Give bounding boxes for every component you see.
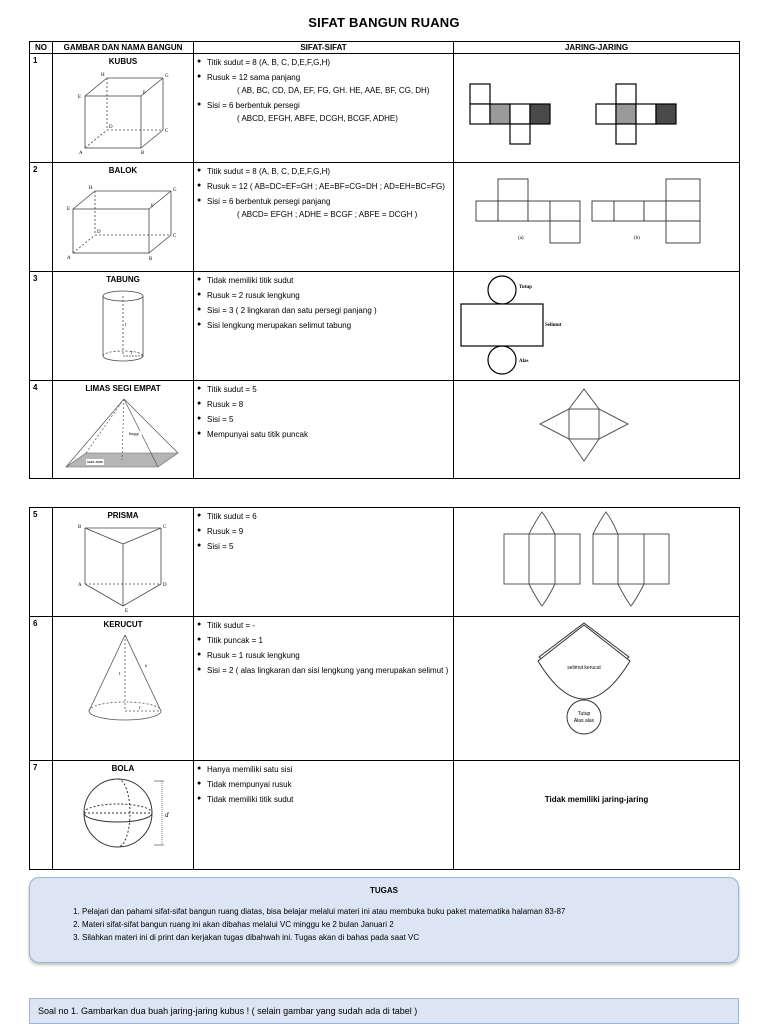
property-item: ● Sisi = 3 ( 2 lingkaran dan satu persegi panjang ) — [197, 306, 450, 316]
cube-label-c: C — [165, 129, 169, 134]
property-item: ● Titik sudut = 6 — [197, 512, 450, 522]
properties-table-2 — [29, 507, 740, 870]
row-number: 6 — [30, 617, 53, 761]
prism-label-e: E — [125, 609, 129, 612]
table-row-bola — [30, 761, 740, 870]
shape-cell — [53, 617, 194, 761]
property-item: ● Sisi = 2 ( alas lingkaran dan sisi lengkung yang merupakan selimut ) — [197, 666, 450, 676]
net-cell — [454, 54, 740, 163]
prism-label-b: B — [78, 525, 82, 530]
table-row-balok — [30, 163, 740, 272]
property-item: ● Sisi = 6 berbentuk persegi panjang ( ABCD= EFGH ; ADHE = BCGF ; ABFE = DCGH ) — [197, 197, 450, 220]
pyramid-figure — [58, 395, 188, 475]
property-item: ● Sisi = 5 — [197, 542, 450, 552]
property-item: ● Titik sudut = - — [197, 621, 450, 631]
shape-cell — [53, 508, 194, 617]
cone-label-r: r — [139, 706, 141, 711]
cone-label-t: t — [119, 672, 121, 677]
cone-net — [458, 619, 736, 755]
shape-name: LIMAS SEGI EMPAT — [85, 384, 161, 393]
table-row-prisma — [30, 508, 740, 617]
row-number: 2 — [30, 163, 53, 272]
property-item: ● Rusuk = 1 rusuk lengkung — [197, 651, 450, 661]
cuboid-label-e: E — [67, 207, 71, 212]
shape-cell — [53, 272, 194, 381]
cuboid-label-h: H — [89, 186, 93, 191]
property-item: ● Rusuk = 12 sama panjang ( AB, BC, CD, DA, EF, FG, GH. HE, AAE, BF, CG, DH) — [197, 73, 450, 96]
properties-cell — [194, 617, 454, 761]
sphere-figure — [68, 775, 178, 851]
property-item: ● Titik puncak = 1 — [197, 636, 450, 646]
cone-net-circle-label-2: Alas alas — [573, 718, 594, 724]
cylinder-label-r: r — [131, 351, 133, 356]
shape-cell — [53, 381, 194, 479]
net-cell — [454, 508, 740, 617]
pyramid-label-height: tinggi — [129, 431, 139, 436]
table-header-row — [30, 42, 740, 54]
prism-label-c: C — [163, 525, 167, 530]
property-item: ● Tidak mempunyai rusuk — [197, 780, 450, 790]
row-number: 1 — [30, 54, 53, 163]
cone-label-s: s — [145, 664, 147, 669]
tugas-item: 3. Silahkan materi ini di print dan kerjakan tugas dibahwah ini. Tugas akan di bahas pada saat VC — [82, 933, 738, 942]
table-row-kubus — [30, 54, 740, 163]
net-cell — [454, 163, 740, 272]
property-item: ● Titik sudut = 8 (A, B, C, D,E,F,G,H) — [197, 167, 450, 177]
soal-box: Soal no 1. Gambarkan dua buah jaring-jaring kubus ! ( selain gambar yang sudah ada di tabel ) — [29, 998, 739, 1024]
cube-figure — [73, 68, 173, 156]
tugas-title: TUGAS — [370, 886, 398, 895]
prism-nets — [458, 510, 736, 610]
cylinder-net-base-label: Alas — [519, 359, 529, 364]
pyramid-label-base: luas alas — [87, 459, 103, 464]
property-item: ● Rusuk = 2 rusuk lengkung — [197, 291, 450, 301]
properties-cell — [194, 54, 454, 163]
prism-figure — [73, 522, 173, 612]
header-shape: GAMBAR DAN NAMA BANGUN — [53, 42, 194, 54]
tugas-item: 1. Pelajari dan pahami sifat-sifat bangun ruang diatas, bisa belajar melalui materi ini atau membuka buku paket matematika halaman 83-87 — [82, 907, 738, 916]
cube-label-a: A — [79, 151, 83, 156]
tugas-item: 2. Materi sifat-sifat bangun ruang ini akan dibahas melalui VC minggu ke 2 bulan Januari 2 — [82, 920, 738, 929]
cuboid-label-f: F — [151, 204, 154, 209]
cylinder-figure — [93, 286, 153, 371]
cube-label-f: F — [143, 91, 146, 96]
shape-name: PRISMA — [107, 511, 139, 520]
cuboid-label-b: B — [149, 257, 153, 262]
cuboid-label-g: G — [173, 188, 177, 193]
properties-cell — [194, 761, 454, 870]
header-no: NO — [30, 42, 53, 54]
cylinder-label-t: t — [125, 323, 127, 328]
property-item: ● Rusuk = 12 ( AB=DC=EF=GH ; AE=BF=CG=DH ; AD=EH=BC=FG) — [197, 182, 450, 192]
cube-label-g: G — [165, 74, 169, 79]
sphere-label-d: d — [165, 811, 169, 819]
page-title: SIFAT BANGUN RUANG — [308, 15, 460, 30]
property-item: ● Titik sudut = 5 — [197, 385, 450, 395]
row-number: 7 — [30, 761, 53, 870]
prism-label-a: A — [78, 583, 82, 588]
shape-name: BALOK — [108, 166, 138, 175]
properties-cell — [194, 272, 454, 381]
cuboid-net-label-b: (b) — [633, 236, 640, 241]
properties-cell — [194, 381, 454, 479]
net-cell — [454, 381, 740, 479]
cube-label-b: B — [141, 151, 145, 156]
cuboid-label-d: D — [97, 230, 101, 235]
cube-label-h: H — [101, 73, 105, 78]
property-item: ● Rusuk = 9 — [197, 527, 450, 537]
cylinder-net — [457, 274, 735, 378]
shape-cell — [53, 761, 194, 870]
cone-net-sector-label: selimut kerucut — [566, 665, 601, 671]
shape-name: KERUCUT — [103, 620, 143, 629]
shape-cell — [53, 163, 194, 272]
cuboid-label-c: C — [173, 234, 177, 239]
property-item: ● Tidak memiliki titik sudut — [197, 795, 450, 805]
property-item: ● Rusuk = 8 — [197, 400, 450, 410]
property-item: ● Sisi = 6 berbentuk persegi ( ABCD, EFGH, ABFE, DCGH, BCGF, ADHE) — [197, 101, 450, 124]
property-item: ● Sisi lengkung merupakan selimut tabung — [197, 321, 450, 331]
net-cell — [454, 761, 740, 870]
cone-figure — [73, 631, 173, 727]
cuboid-label-a: A — [67, 256, 71, 261]
property-item: ● Mempunyai satu titik puncak — [197, 430, 450, 440]
table-row-kerucut — [30, 617, 740, 761]
cube-label-e: E — [78, 95, 82, 100]
property-item: ● Titik sudut = 8 (A, B, C, D,E,F,G,H) — [197, 58, 450, 68]
header-net: JARING-JARING — [454, 42, 740, 54]
header-properties: SIFAT-SIFAT — [194, 42, 454, 54]
tugas-list — [68, 907, 738, 942]
cuboid-figure — [63, 177, 183, 262]
cube-nets — [458, 56, 736, 156]
table-row-limas — [30, 381, 740, 479]
no-net-text: Tidak memiliki jaring-jaring — [544, 795, 649, 804]
cone-net-circle-label-1: Tutup — [577, 711, 590, 717]
row-number: 3 — [30, 272, 53, 381]
property-item: ● Sisi = 5 — [197, 415, 450, 425]
properties-cell — [194, 508, 454, 617]
table-row-tabung — [30, 272, 740, 381]
cylinder-net-side-label: Selimut — [545, 323, 562, 328]
tugas-box — [29, 877, 739, 963]
cuboid-net-label-a: (a) — [517, 236, 524, 241]
net-cell — [454, 272, 740, 381]
properties-table-1 — [29, 41, 740, 479]
shape-name: BOLA — [111, 764, 135, 773]
row-number: 5 — [30, 508, 53, 617]
properties-cell — [194, 163, 454, 272]
property-item: ● Tidak memiliki titik sudut — [197, 276, 450, 286]
shape-name: TABUNG — [106, 275, 140, 284]
shape-name: KUBUS — [108, 57, 138, 66]
row-number: 4 — [30, 381, 53, 479]
prism-label-d: D — [163, 583, 167, 588]
pyramid-net — [458, 383, 736, 475]
cuboid-nets — [458, 165, 736, 265]
property-item: ● Hanya memiliki satu sisi — [197, 765, 450, 775]
net-cell — [454, 617, 740, 761]
shape-cell — [53, 54, 194, 163]
cube-label-d: D — [109, 125, 113, 130]
cylinder-net-top-label: Tutup — [519, 285, 532, 290]
